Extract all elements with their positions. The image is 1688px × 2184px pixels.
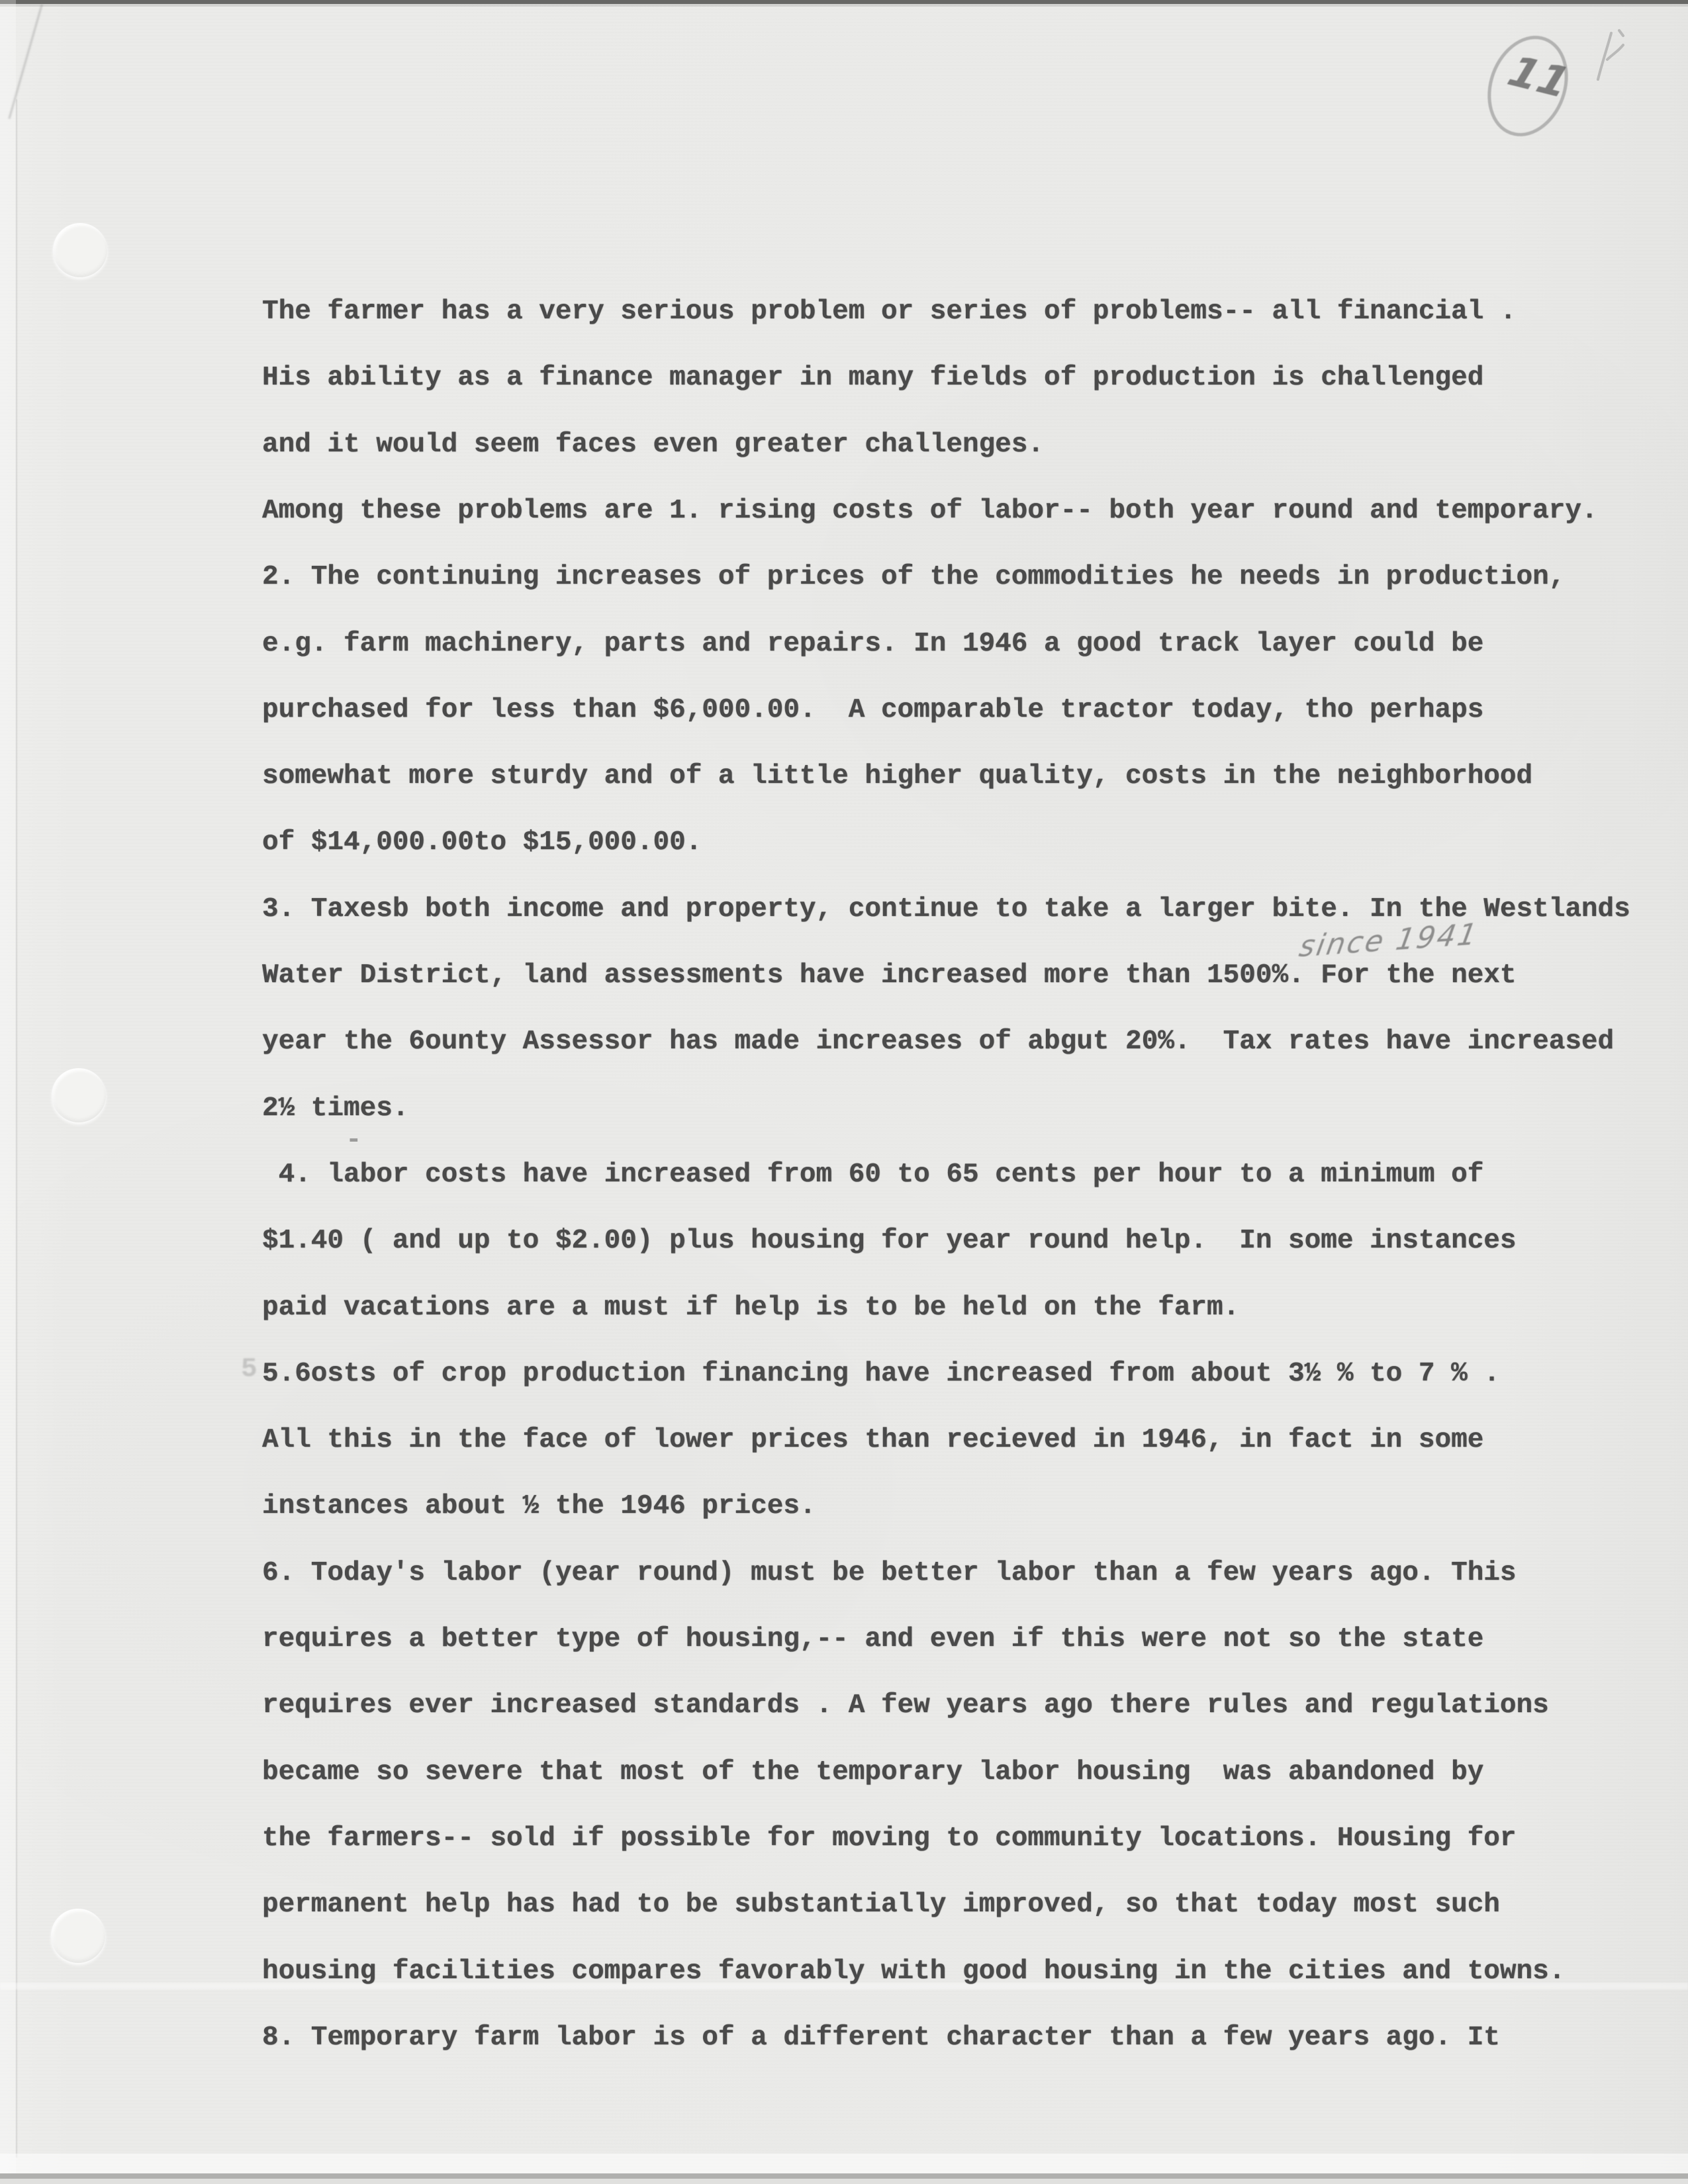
typed-line: somewhat more sturdy and of a little higher quality, costs in the neighborhood xyxy=(262,761,1533,792)
handwritten-note: since 1941 xyxy=(1296,917,1481,964)
typed-line: 2½ times. xyxy=(262,1093,409,1124)
typed-line: instances about ½ the 1946 prices. xyxy=(262,1491,816,1522)
page-number: 11 xyxy=(1501,47,1576,108)
typed-line: housing facilities compares favorably with good housing in the cities and towns. xyxy=(262,1956,1566,1987)
stray-mark: - xyxy=(346,1125,362,1156)
typed-line: e.g. farm machinery, parts and repairs. In 1946 a good track layer could be xyxy=(262,628,1484,659)
typed-line: 4. labor costs have increased from 60 to 65 cents per hour to a minimum of xyxy=(262,1159,1484,1190)
typed-line: year the 6ounty Assessor has made increases of abgut 20%. Tax rates have increased xyxy=(262,1026,1615,1058)
typed-line: Water District, land assessments have increased more than 1500%. For the next xyxy=(262,960,1517,991)
typed-line: 8. Temporary farm labor is of a different character than a few years ago. It xyxy=(262,2022,1500,2053)
typed-line: 2. The continuing increases of prices of the commodities he needs in production, xyxy=(262,562,1566,593)
typed-line: purchased for less than $6,000.00. A comparable tractor today, tho perhaps xyxy=(262,694,1484,725)
typed-line: permanent help has had to be substantially improved, so that today most such xyxy=(262,1889,1500,1921)
typed-line: 5.6osts of crop production financing have increased from about 3½ % to 7 % . xyxy=(262,1358,1500,1389)
typed-line: 6. Today's labor (year round) must be better labor than a few years ago. This xyxy=(262,1557,1517,1588)
ghost-character: 5 xyxy=(241,1354,258,1385)
typed-line: became so severe that most of the temporary labor housing was abandoned by xyxy=(262,1756,1484,1788)
typed-line: All this in the face of lower prices than recieved in 1946, in fact in some xyxy=(262,1425,1484,1456)
typed-line: 3. Taxesb both income and property, continue to take a larger bite. In the Westlands xyxy=(262,893,1630,925)
typed-line: requires a better type of housing,-- and even if this were not so the state xyxy=(262,1624,1484,1655)
typed-line: paid vacations are a must if help is to be held on the farm. xyxy=(262,1292,1240,1323)
typed-line: of $14,000.00to $15,000.00. xyxy=(262,827,702,858)
typed-line: His ability as a finance manager in many fields of production is challenged xyxy=(262,363,1484,394)
typed-line: $1.40 ( and up to $2.00) plus housing for year round help. In some instances xyxy=(262,1226,1517,1257)
typed-line: and it would seem faces even greater challenges. xyxy=(262,429,1044,460)
typed-line: the farmers-- sold if possible for moving to community locations. Housing for xyxy=(262,1823,1517,1854)
typed-line: Among these problems are 1. rising costs of labor-- both year round and temporary. xyxy=(262,495,1598,526)
typed-line: requires ever increased standards . A few years ago there rules and regulations xyxy=(262,1690,1549,1721)
typed-line: The farmer has a very serious problem or series of problems-- all financial . xyxy=(262,296,1517,327)
